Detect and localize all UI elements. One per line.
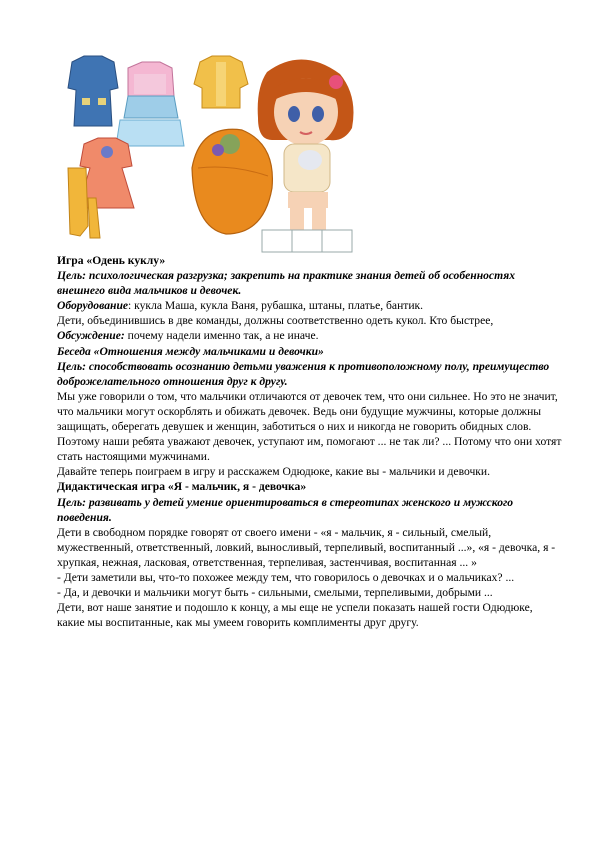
game2-text-4: Дети, вот наше занятие и подошло к концу, а мы еще не успели показать нашей гости Одюдюке, какие мы воспитанные, как мы умеем говорить комплименты друг другу. [57, 601, 533, 630]
game2-goal: Цель: развивать у детей умение ориентироваться в стереотипах женского и мужского поведения. [57, 495, 514, 524]
talk-goal: Цель: способствовать осознанию детьми уважения к противоположному полу, преимущество доброжелательного отношения друг к другу. [57, 359, 550, 388]
talk-text-1: Мы уже говорили о том, что мальчики отличаются от девочек тем, что они сильнее. Но это не значит, что мальчики могут оскорблять и обижать девочек. Ведь они будущие мужчины, которые должны защищать, оберегать девушек и женщин, заботиться о них и никогда не говорить обидных слов. Поэтому наши ребята уважают девочек, уступают им, помогают ... не так ли? ... Потому что они хотят стать настоящими мужчинами. [57, 389, 562, 464]
talk-title: Беседа «Отношения между мальчиками и девочки» [57, 344, 324, 358]
pants-icon [68, 168, 88, 236]
paper-doll-cutout-icon [62, 48, 362, 258]
game2-title: Дидактическая игра «Я - мальчик, я - девочка» [57, 480, 307, 494]
talk-text-2: Давайте теперь поиграем в игру и расскажем Одюдюке, какие вы - мальчики и девочки. [57, 465, 491, 479]
blue-dress-icon [68, 56, 118, 126]
game1-equipment: Оборудование: кукла Маша, кукла Ваня, рубашка, штаны, платье, бантик. [57, 299, 424, 313]
game2-text-1: Дети в свободном порядке говорят от своего имени - «я - мальчик, я - сильный, смелый, мужественный, ответственный, ловкий, выносливый, терпеливый, воспитанный ...», «я - девочка, я - хрупкая, нежная, ласковая, ответственная, терпеливая, застенчивая, воспитанная ... » [57, 525, 556, 569]
game2-text-2: - Дети заметили вы, что-то похожее между тем, что говорилось о девочках и о мальчиках? ... [57, 570, 515, 584]
game1-discussion: Обсуждение: почему надели именно так, а не иначе. [57, 329, 319, 343]
document-text [57, 253, 562, 630]
game1-goal: Цель: психологическая разгрузка; закрепить на практике знания детей об особенностях внешнего вида мальчиков и девочек. [57, 269, 516, 298]
game1-description: Дети, объединившись в две команды, должны соответственно одеть кукол. Кто быстрее, [57, 314, 494, 328]
doll-icon [258, 59, 354, 252]
game1-title: Игра «Одень куклу» [57, 254, 166, 267]
game2-text-3: - Да, и девочки и мальчики могут быть - сильными, смелыми, терпеливыми, добрыми ... [57, 586, 493, 600]
